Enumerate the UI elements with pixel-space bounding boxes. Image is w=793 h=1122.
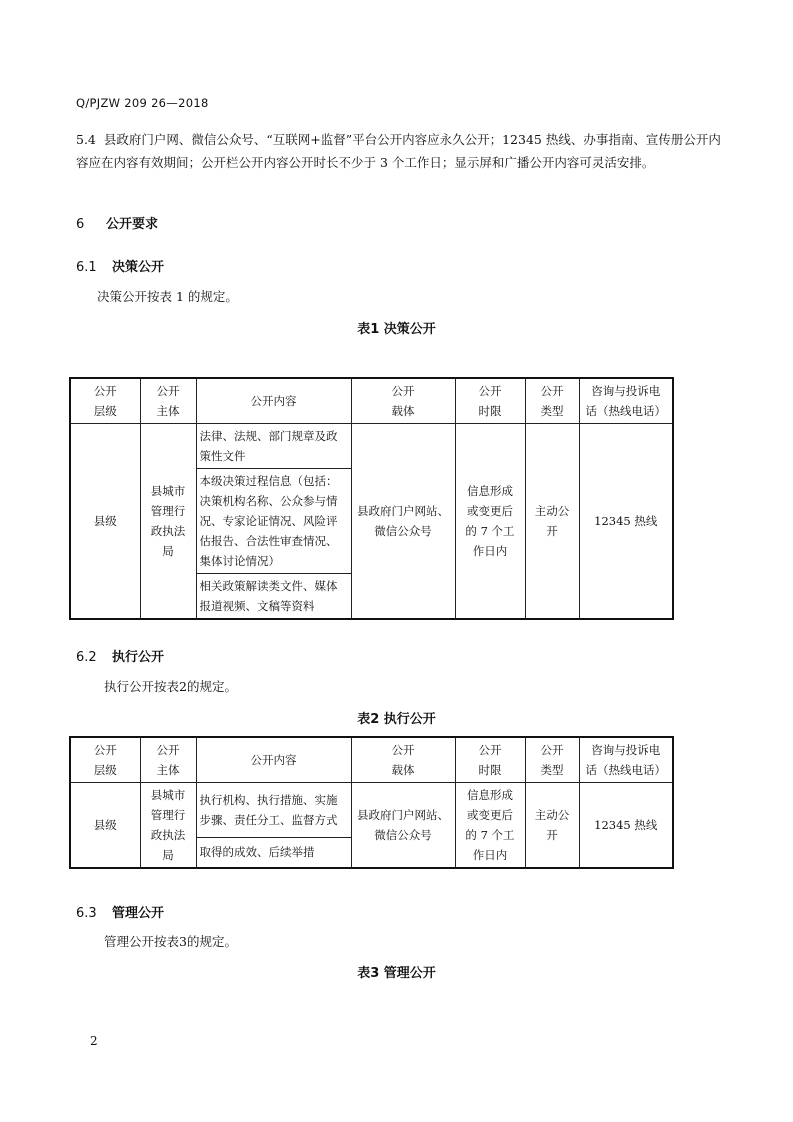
page-number: 2	[90, 1034, 98, 1048]
section-6-title: 公开要求	[106, 217, 159, 232]
table-1-content-1: 法律、法规、部门规章及政策性文件	[196, 424, 351, 469]
section-6-2-body: 执行公开按表2的规定。	[104, 679, 237, 694]
section-6-2-title: 执行公开	[112, 650, 165, 665]
section-6-2-heading	[76, 646, 164, 665]
table-1-header-carrier: 公开 载体	[351, 378, 455, 424]
table-1-caption: 表1 决策公开	[357, 322, 436, 337]
section-6-3-heading	[76, 902, 164, 921]
section-5-4-text: 县政府门户网、微信公众号、“互联网+监督”平台公开内容应永久公开；12345 热线、办事指南、宣传册公开内容应在内容有效期间；公开栏公开内容公开时长不少于 3 个工作日；显示屏和广播公开内容可灵活安排。	[76, 132, 721, 170]
table-2-content-2: 取得的成效、后续举措	[196, 837, 351, 868]
section-6-3-title: 管理公开	[112, 906, 165, 921]
table-2-header-row	[70, 737, 673, 783]
table-1-header-time: 公开 时限	[455, 378, 525, 424]
section-6-1-body: 决策公开按表 1 的规定。	[97, 289, 238, 304]
table-1-header-content: 公开内容	[196, 378, 351, 424]
table-2-content-1: 执行机构、执行措施、实施步骤、责任分工、监督方式	[196, 783, 351, 838]
section-5-4	[76, 128, 721, 174]
table-2-header-complaint: 咨询与投诉电 话（热线电话）	[579, 737, 673, 783]
section-6-2-number: 6.2	[76, 650, 97, 665]
table-row	[70, 424, 673, 469]
table-1-time: 信息形成 或变更后 的 7 个工 作日内	[455, 424, 525, 620]
table-2-level: 县级	[70, 783, 140, 869]
table-2-carrier: 县政府门户网站、 微信公众号	[351, 783, 455, 869]
table-2-type: 主动公 开	[525, 783, 579, 869]
section-5-4-number: 5.4	[76, 132, 96, 147]
table-1-level: 县级	[70, 424, 140, 620]
table-1-carrier: 县政府门户网站、 微信公众号	[351, 424, 455, 620]
table-row	[70, 783, 673, 838]
table-2-header-content: 公开内容	[196, 737, 351, 783]
table-3-caption: 表3 管理公开	[357, 966, 436, 981]
table-2-subject: 县城市 管理行 政执法 局	[140, 783, 196, 869]
table-2	[69, 736, 674, 869]
table-2-header-type: 公开 类型	[525, 737, 579, 783]
table-2-header-level: 公开 层级	[70, 737, 140, 783]
table-1-header-row	[70, 378, 673, 424]
document-code: Q/PJZW 209 26—2018	[76, 96, 209, 110]
table-1-header-complaint: 咨询与投诉电 话（热线电话）	[579, 378, 673, 424]
section-6-number: 6	[76, 217, 85, 232]
table-2-caption: 表2 执行公开	[357, 712, 436, 727]
table-1-type: 主动公 开	[525, 424, 579, 620]
table-1-content-3: 相关政策解读类文件、媒体报道视频、文稿等资料	[196, 574, 351, 620]
table-1-header-level: 公开 层级	[70, 378, 140, 424]
table-1-complaint: 12345 热线	[579, 424, 673, 620]
table-1-header-subject: 公开 主体	[140, 378, 196, 424]
section-6-heading	[76, 213, 158, 232]
section-6-1-number: 6.1	[76, 260, 97, 275]
table-1-subject: 县城市 管理行 政执法 局	[140, 424, 196, 620]
table-2-header-time: 公开 时限	[455, 737, 525, 783]
table-2-complaint: 12345 热线	[579, 783, 673, 869]
table-2-time: 信息形成 或变更后 的 7 个工 作日内	[455, 783, 525, 869]
table-2-header-subject: 公开 主体	[140, 737, 196, 783]
table-1	[69, 377, 674, 620]
table-2-header-carrier: 公开 载体	[351, 737, 455, 783]
section-6-3-body: 管理公开按表3的规定。	[104, 934, 237, 949]
table-1-content-2: 本级决策过程信息（包括：决策机构名称、公众参与情况、专家论证情况、风险评估报告、合法性审查情况、集体讨论情况）	[196, 469, 351, 574]
section-6-1-heading	[76, 256, 164, 275]
section-6-1-title: 决策公开	[112, 260, 165, 275]
table-1-header-type: 公开 类型	[525, 378, 579, 424]
section-6-3-number: 6.3	[76, 906, 97, 921]
